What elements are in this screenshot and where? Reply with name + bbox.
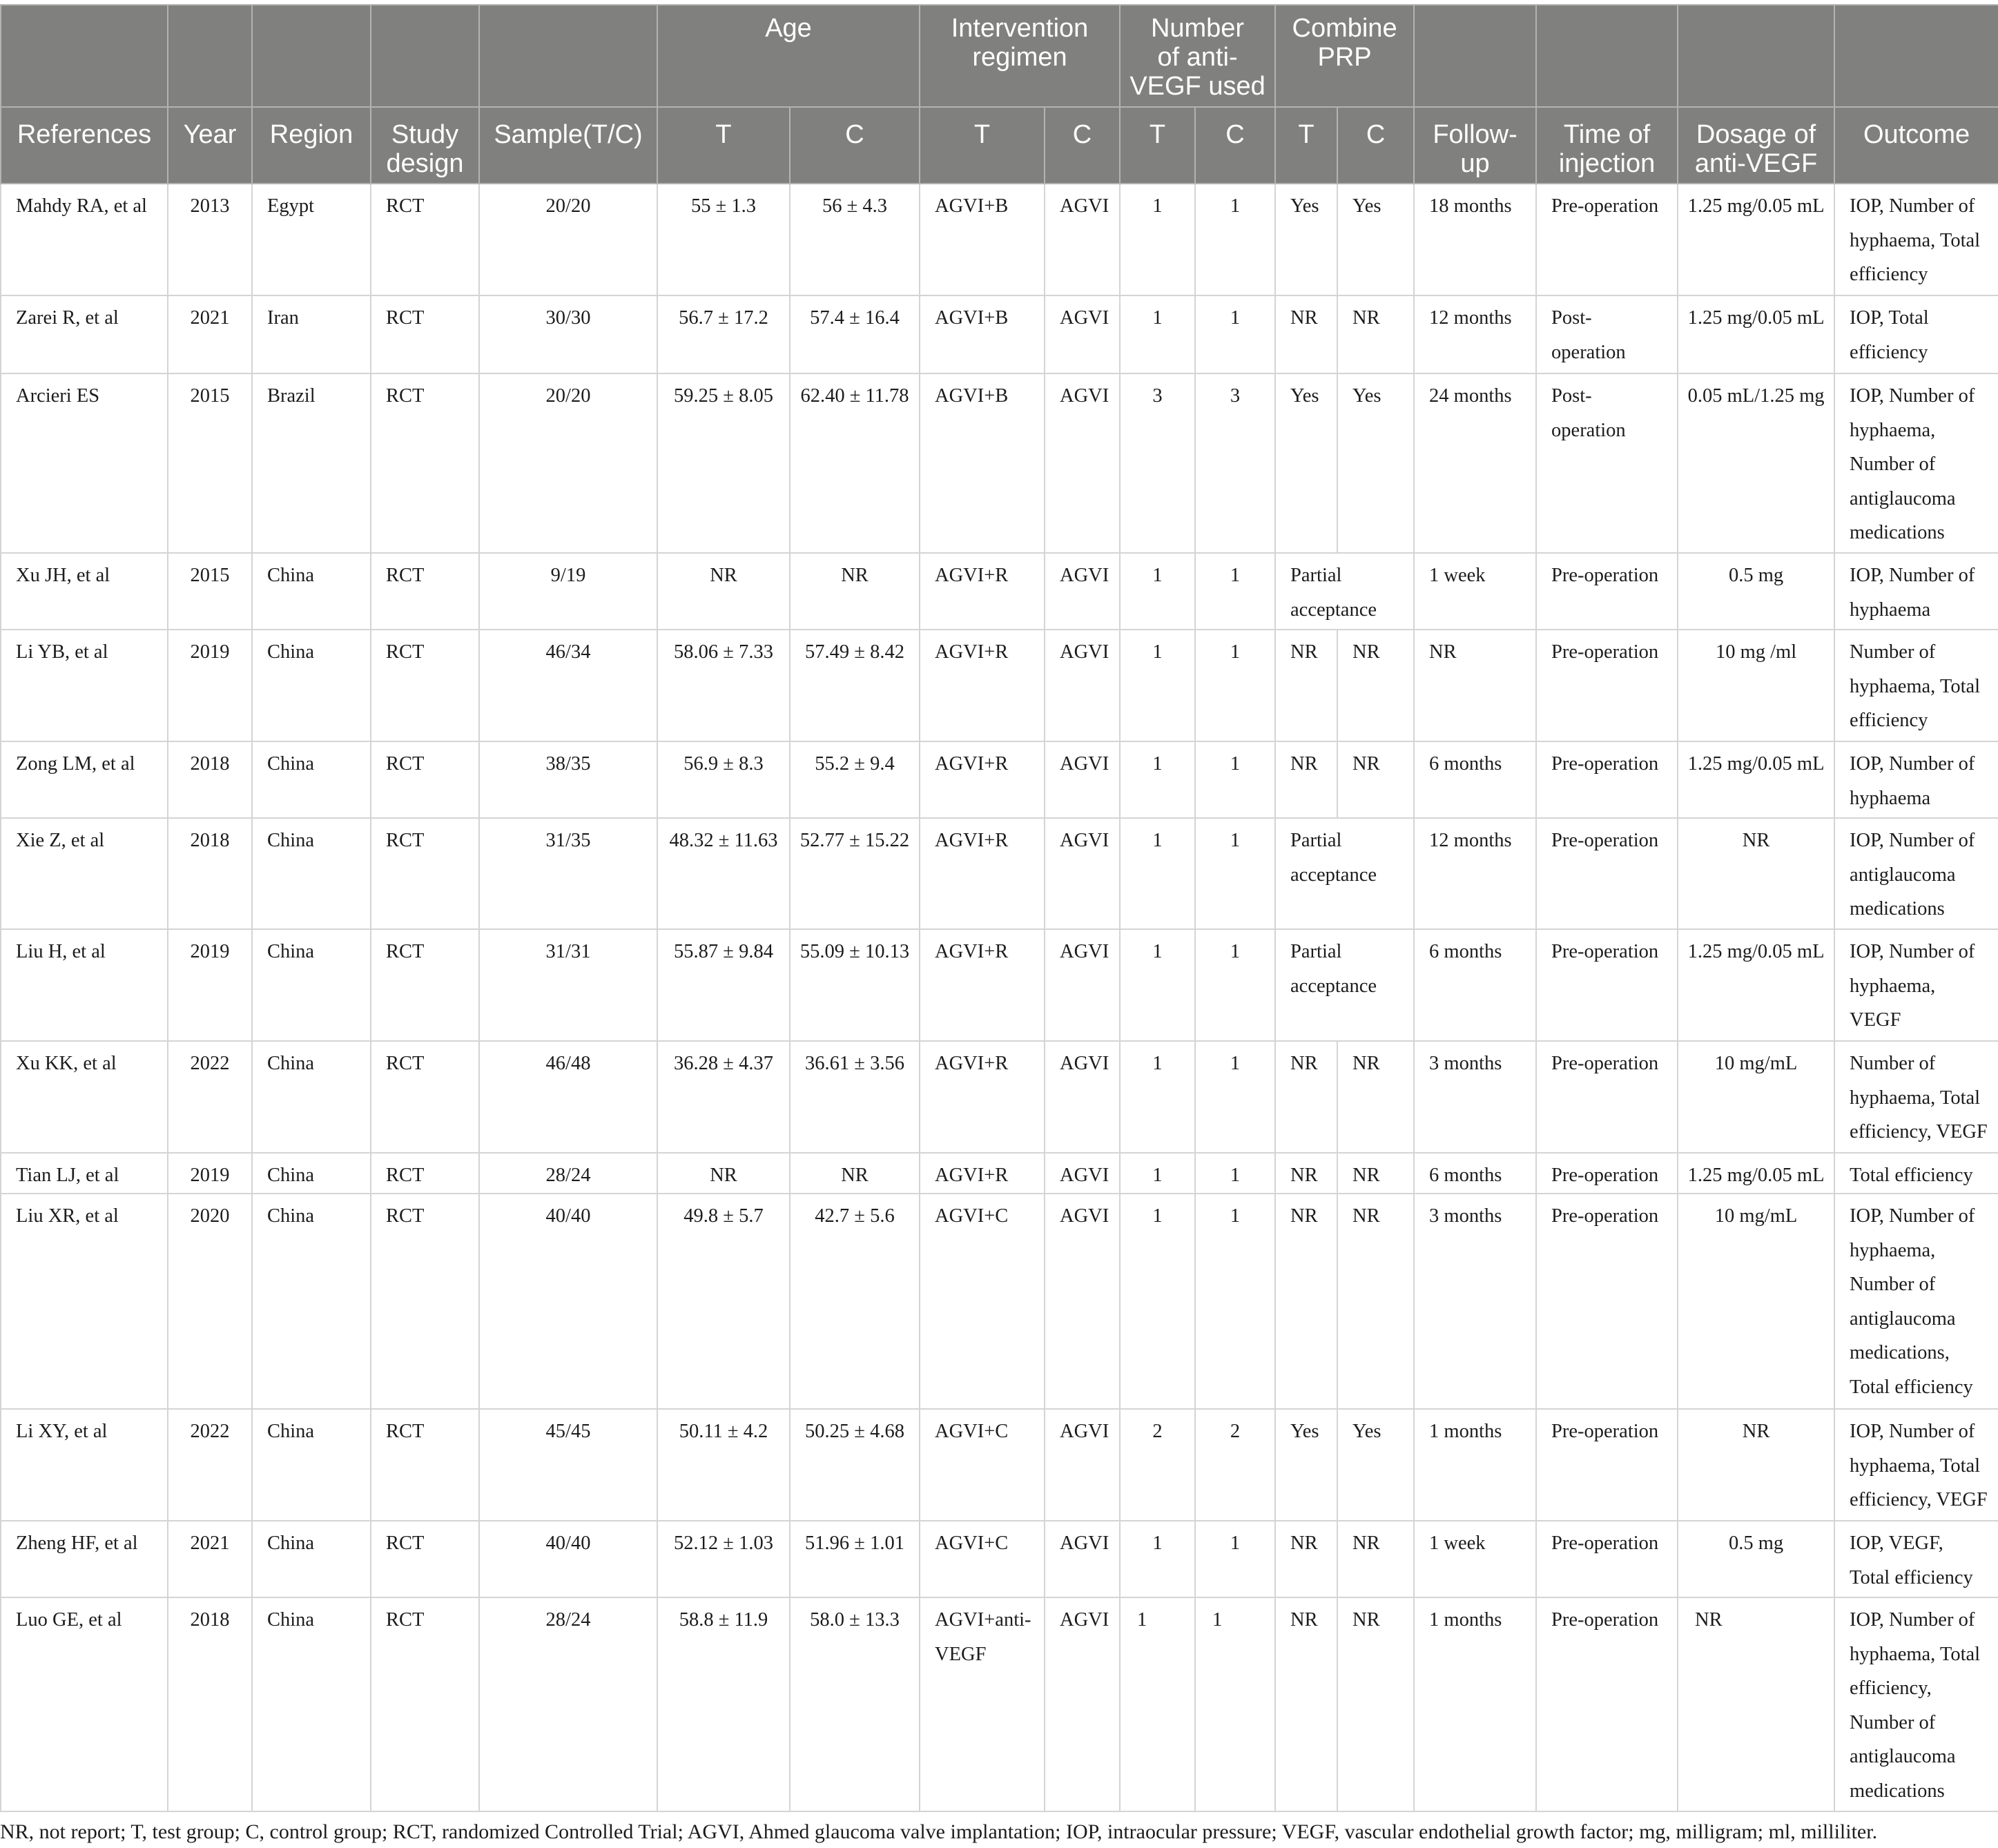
cell-sample: 20/20 (479, 184, 657, 295)
cell-time-of-injection: Pre-operation (1536, 929, 1678, 1041)
table-row (1, 1597, 1998, 1811)
cell-age-t: 52.12 ± 1.03 (657, 1521, 790, 1597)
cell-prp-c: Yes (1337, 1409, 1414, 1521)
header-age-t: T (657, 107, 790, 184)
cell-prp-t: Yes (1275, 1409, 1337, 1521)
cell-age-c: 36.61 ± 3.56 (790, 1041, 920, 1153)
cell-outcome: IOP, Number of hyphaema, Total efficiency (1834, 184, 1998, 295)
cell-study-design: RCT (371, 1597, 479, 1811)
cell-intervention-c: AGVI (1045, 553, 1120, 630)
cell-year: 2019 (168, 929, 252, 1041)
cell-study-design: RCT (371, 295, 479, 373)
table-row (1, 184, 1998, 295)
cell-time-of-injection: Pre-operation (1536, 818, 1678, 929)
cell-sample: 31/35 (479, 818, 657, 929)
cell-outcome: IOP, Number of hyphaema (1834, 741, 1998, 818)
cell-outcome: IOP, Number of hyphaema, Total efficiency, VEGF (1834, 1409, 1998, 1521)
cell-region: China (252, 818, 371, 929)
cell-intervention-c: AGVI (1045, 1153, 1120, 1194)
cell-age-c: 56 ± 4.3 (790, 184, 920, 295)
cell-sample: 45/45 (479, 1409, 657, 1521)
cell-intervention-t: AGVI+B (920, 295, 1045, 373)
cell-age-t: 58.8 ± 11.9 (657, 1597, 790, 1811)
cell-dosage: 1.25 mg/0.05 mL (1678, 929, 1834, 1041)
table-row (1, 373, 1998, 553)
table-header (1, 5, 1998, 184)
cell-anti-vegf-c: 1 (1195, 929, 1275, 1041)
table-body (1, 184, 1998, 1811)
cell-age-c: 57.49 ± 8.42 (790, 630, 920, 741)
cell-intervention-c: AGVI (1045, 741, 1120, 818)
cell-time-of-injection: Pre-operation (1536, 1153, 1678, 1194)
cell-follow-up: 3 months (1414, 1194, 1536, 1409)
cell-study-design: RCT (371, 184, 479, 295)
cell-sample: 9/19 (479, 553, 657, 630)
cell-outcome: IOP, Number of antiglaucoma medications (1834, 818, 1998, 929)
table-row (1, 1153, 1998, 1194)
cell-prp-combined: Partial acceptance (1275, 553, 1414, 630)
table-row (1, 1194, 1998, 1409)
cell-anti-vegf-t: 1 (1120, 1597, 1195, 1811)
cell-anti-vegf-t: 1 (1120, 295, 1195, 373)
cell-time-of-injection: Pre-operation (1536, 553, 1678, 630)
cell-sample: 46/48 (479, 1041, 657, 1153)
cell-prp-t: NR (1275, 1194, 1337, 1409)
cell-intervention-c: AGVI (1045, 1521, 1120, 1597)
cell-year: 2021 (168, 1521, 252, 1597)
cell-intervention-c: AGVI (1045, 295, 1120, 373)
cell-age-c: 58.0 ± 13.3 (790, 1597, 920, 1811)
cell-dosage: 0.5 mg (1678, 553, 1834, 630)
cell-region: China (252, 1521, 371, 1597)
cell-region: China (252, 630, 371, 741)
cell-anti-vegf-c: 1 (1195, 1041, 1275, 1153)
header-spacer-region (252, 5, 371, 107)
cell-anti-vegf-t: 1 (1120, 630, 1195, 741)
cell-dosage: 10 mg /ml (1678, 630, 1834, 741)
cell-dosage: 1.25 mg/0.05 mL (1678, 741, 1834, 818)
header-dosage: Dosage of anti-VEGF (1678, 107, 1834, 184)
cell-reference: Liu XR, et al (1, 1194, 168, 1409)
cell-intervention-t: AGVI+C (920, 1409, 1045, 1521)
cell-prp-combined: Partial acceptance (1275, 818, 1414, 929)
cell-study-design: RCT (371, 373, 479, 553)
cell-anti-vegf-c: 1 (1195, 630, 1275, 741)
header-prp-t: T (1275, 107, 1337, 184)
cell-sample: 31/31 (479, 929, 657, 1041)
header-group-age: Age (657, 5, 920, 107)
header-group-combine-prp: Combine PRP (1275, 5, 1414, 107)
cell-follow-up: 1 week (1414, 553, 1536, 630)
cell-follow-up: 12 months (1414, 295, 1536, 373)
cell-reference: Luo GE, et al (1, 1597, 168, 1811)
cell-dosage: 0.05 mL/1.25 mg (1678, 373, 1834, 553)
cell-age-t: 55 ± 1.3 (657, 184, 790, 295)
cell-reference: Li YB, et al (1, 630, 168, 741)
cell-anti-vegf-c: 3 (1195, 373, 1275, 553)
cell-age-t: 50.11 ± 4.2 (657, 1409, 790, 1521)
cell-intervention-t: AGVI+B (920, 184, 1045, 295)
cell-time-of-injection: Pre-operation (1536, 1521, 1678, 1597)
cell-anti-vegf-c: 2 (1195, 1409, 1275, 1521)
cell-dosage: 10 mg/mL (1678, 1041, 1834, 1153)
cell-study-design: RCT (371, 1041, 479, 1153)
header-group-row (1, 5, 1998, 107)
cell-age-t: 59.25 ± 8.05 (657, 373, 790, 553)
table-row (1, 818, 1998, 929)
cell-region: China (252, 1041, 371, 1153)
cell-prp-c: NR (1337, 1041, 1414, 1153)
cell-outcome: Number of hyphaema, Total efficiency, VEGF (1834, 1041, 1998, 1153)
cell-age-t: 48.32 ± 11.63 (657, 818, 790, 929)
cell-follow-up: 1 week (1414, 1521, 1536, 1597)
cell-anti-vegf-c: 1 (1195, 1521, 1275, 1597)
cell-time-of-injection: Pre-operation (1536, 741, 1678, 818)
cell-anti-vegf-c: 1 (1195, 295, 1275, 373)
cell-study-design: RCT (371, 630, 479, 741)
cell-sample: 40/40 (479, 1521, 657, 1597)
cell-intervention-c: AGVI (1045, 630, 1120, 741)
cell-study-design: RCT (371, 1194, 479, 1409)
cell-region: Brazil (252, 373, 371, 553)
cell-region: Egypt (252, 184, 371, 295)
header-spacer-study-design (371, 5, 479, 107)
cell-sample: 40/40 (479, 1194, 657, 1409)
cell-anti-vegf-c: 1 (1195, 741, 1275, 818)
cell-reference: Mahdy RA, et al (1, 184, 168, 295)
cell-intervention-t: AGVI+C (920, 1521, 1045, 1597)
cell-reference: Zheng HF, et al (1, 1521, 168, 1597)
cell-age-t: 56.7 ± 17.2 (657, 295, 790, 373)
cell-intervention-t: AGVI+R (920, 553, 1045, 630)
cell-prp-t: NR (1275, 1153, 1337, 1194)
cell-age-c: 52.77 ± 15.22 (790, 818, 920, 929)
cell-time-of-injection: Post- operation (1536, 295, 1678, 373)
cell-prp-c: NR (1337, 1153, 1414, 1194)
cell-follow-up: 24 months (1414, 373, 1536, 553)
cell-anti-vegf-c: 1 (1195, 1194, 1275, 1409)
cell-intervention-c: AGVI (1045, 1409, 1120, 1521)
cell-time-of-injection: Post- operation (1536, 373, 1678, 553)
cell-region: China (252, 929, 371, 1041)
header-anti-vegf-t: T (1120, 107, 1195, 184)
cell-follow-up: 1 months (1414, 1409, 1536, 1521)
cell-study-design: RCT (371, 1521, 479, 1597)
cell-region: China (252, 1153, 371, 1194)
cell-reference: Zarei R, et al (1, 295, 168, 373)
cell-region: China (252, 1597, 371, 1811)
cell-prp-t: NR (1275, 741, 1337, 818)
header-intervention-t: T (920, 107, 1045, 184)
header-spacer-outcome (1834, 5, 1998, 107)
cell-region: China (252, 1194, 371, 1409)
cell-intervention-t: AGVI+R (920, 1041, 1045, 1153)
cell-time-of-injection: Pre-operation (1536, 1597, 1678, 1811)
cell-age-c: 55.09 ± 10.13 (790, 929, 920, 1041)
cell-reference: Liu H, et al (1, 929, 168, 1041)
cell-year: 2015 (168, 373, 252, 553)
cell-intervention-c: AGVI (1045, 929, 1120, 1041)
cell-reference: Tian LJ, et al (1, 1153, 168, 1194)
table-row (1, 553, 1998, 630)
header-spacer-dosage (1678, 5, 1834, 107)
cell-intervention-t: AGVI+B (920, 373, 1045, 553)
cell-anti-vegf-c: 1 (1195, 1597, 1275, 1811)
cell-year: 2019 (168, 630, 252, 741)
cell-intervention-c: AGVI (1045, 1041, 1120, 1153)
cell-prp-c: NR (1337, 1194, 1414, 1409)
cell-outcome: Number of hyphaema, Total efficiency (1834, 630, 1998, 741)
cell-prp-t: NR (1275, 1041, 1337, 1153)
cell-age-c: NR (790, 553, 920, 630)
header-group-intervention-regimen: Intervention regimen (920, 5, 1120, 107)
cell-age-c: NR (790, 1153, 920, 1194)
cell-year: 2021 (168, 295, 252, 373)
cell-anti-vegf-t: 1 (1120, 929, 1195, 1041)
cell-prp-c: NR (1337, 1521, 1414, 1597)
cell-region: China (252, 741, 371, 818)
header-references: References (1, 107, 168, 184)
cell-anti-vegf-t: 1 (1120, 1041, 1195, 1153)
cell-follow-up: 6 months (1414, 1153, 1536, 1194)
header-sample: Sample(T/C) (479, 107, 657, 184)
header-follow-up: Follow- up (1414, 107, 1536, 184)
cell-outcome: IOP, Number of hyphaema, Number of antiglaucoma medications, Total efficiency (1834, 1194, 1998, 1409)
cell-sample: 28/24 (479, 1597, 657, 1811)
cell-year: 2020 (168, 1194, 252, 1409)
cell-anti-vegf-c: 1 (1195, 818, 1275, 929)
cell-age-t: 56.9 ± 8.3 (657, 741, 790, 818)
cell-reference: Xu KK, et al (1, 1041, 168, 1153)
cell-age-c: 51.96 ± 1.01 (790, 1521, 920, 1597)
table-row (1, 295, 1998, 373)
cell-intervention-c: AGVI (1045, 373, 1120, 553)
header-region: Region (252, 107, 371, 184)
header-year: Year (168, 107, 252, 184)
cell-year: 2015 (168, 553, 252, 630)
cell-prp-t: NR (1275, 295, 1337, 373)
cell-reference: Li XY, et al (1, 1409, 168, 1521)
cell-time-of-injection: Pre-operation (1536, 184, 1678, 295)
cell-reference: Zong LM, et al (1, 741, 168, 818)
table-row (1, 1409, 1998, 1521)
cell-outcome: IOP, Number of hyphaema, VEGF (1834, 929, 1998, 1041)
cell-study-design: RCT (371, 1153, 479, 1194)
cell-prp-combined: Partial acceptance (1275, 929, 1414, 1041)
cell-age-t: 58.06 ± 7.33 (657, 630, 790, 741)
cell-sample: 28/24 (479, 1153, 657, 1194)
cell-intervention-c: AGVI (1045, 1194, 1120, 1409)
cell-time-of-injection: Pre-operation (1536, 1041, 1678, 1153)
table-row (1, 929, 1998, 1041)
cell-anti-vegf-t: 3 (1120, 373, 1195, 553)
cell-outcome: IOP, Number of hyphaema, Total efficiency, Number of antiglaucoma medications (1834, 1597, 1998, 1811)
cell-anti-vegf-t: 2 (1120, 1409, 1195, 1521)
cell-study-design: RCT (371, 741, 479, 818)
cell-prp-c: NR (1337, 1597, 1414, 1811)
cell-time-of-injection: Pre-operation (1536, 1194, 1678, 1409)
header-spacer-year (168, 5, 252, 107)
cell-prp-c: NR (1337, 741, 1414, 818)
cell-intervention-t: AGVI+C (920, 1194, 1045, 1409)
cell-anti-vegf-c: 1 (1195, 553, 1275, 630)
cell-age-t: 36.28 ± 4.37 (657, 1041, 790, 1153)
cell-intervention-t: AGVI+R (920, 741, 1045, 818)
cell-prp-t: NR (1275, 1521, 1337, 1597)
cell-anti-vegf-c: 1 (1195, 1153, 1275, 1194)
cell-age-t: NR (657, 1153, 790, 1194)
cell-dosage: 0.5 mg (1678, 1521, 1834, 1597)
cell-prp-c: NR (1337, 295, 1414, 373)
cell-follow-up: 18 months (1414, 184, 1536, 295)
cell-follow-up: 3 months (1414, 1041, 1536, 1153)
table-row (1, 630, 1998, 741)
cell-intervention-c: AGVI (1045, 1597, 1120, 1811)
cell-dosage: NR (1678, 1409, 1834, 1521)
cell-anti-vegf-t: 1 (1120, 1153, 1195, 1194)
cell-year: 2018 (168, 1597, 252, 1811)
table-row (1, 1521, 1998, 1597)
cell-anti-vegf-t: 1 (1120, 741, 1195, 818)
header-age-c: C (790, 107, 920, 184)
cell-intervention-c: AGVI (1045, 818, 1120, 929)
table-row (1, 741, 1998, 818)
cell-anti-vegf-t: 1 (1120, 184, 1195, 295)
cell-intervention-t: AGVI+R (920, 818, 1045, 929)
cell-age-c: 57.4 ± 16.4 (790, 295, 920, 373)
table-row (1, 1041, 1998, 1153)
cell-anti-vegf-t: 1 (1120, 1194, 1195, 1409)
cell-follow-up: 6 months (1414, 741, 1536, 818)
cell-outcome: IOP, Total efficiency (1834, 295, 1998, 373)
cell-follow-up: NR (1414, 630, 1536, 741)
header-intervention-c: C (1045, 107, 1120, 184)
cell-year: 2018 (168, 818, 252, 929)
cell-dosage: NR (1678, 818, 1834, 929)
cell-prp-c: Yes (1337, 184, 1414, 295)
cell-year: 2022 (168, 1041, 252, 1153)
cell-dosage: 10 mg/mL (1678, 1194, 1834, 1409)
cell-sample: 30/30 (479, 295, 657, 373)
cell-anti-vegf-t: 1 (1120, 553, 1195, 630)
cell-reference: Xu JH, et al (1, 553, 168, 630)
cell-study-design: RCT (371, 553, 479, 630)
cell-outcome: IOP, Number of hyphaema, Number of antiglaucoma medications (1834, 373, 1998, 553)
header-time-of-injection: Time of injection (1536, 107, 1678, 184)
cell-region: Iran (252, 295, 371, 373)
cell-time-of-injection: Pre-operation (1536, 1409, 1678, 1521)
cell-prp-t: NR (1275, 1597, 1337, 1811)
cell-outcome: Total efficiency (1834, 1153, 1998, 1194)
cell-sample: 46/34 (479, 630, 657, 741)
cell-outcome: IOP, VEGF, Total efficiency (1834, 1521, 1998, 1597)
cell-region: China (252, 1409, 371, 1521)
cell-sample: 38/35 (479, 741, 657, 818)
header-outcome: Outcome (1834, 107, 1998, 184)
cell-prp-t: NR (1275, 630, 1337, 741)
cell-region: China (252, 553, 371, 630)
cell-intervention-t: AGVI+R (920, 929, 1045, 1041)
cell-prp-c: Yes (1337, 373, 1414, 553)
cell-intervention-c: AGVI (1045, 184, 1120, 295)
cell-outcome: IOP, Number of hyphaema (1834, 553, 1998, 630)
cell-reference: Xie Z, et al (1, 818, 168, 929)
cell-prp-t: Yes (1275, 373, 1337, 553)
cell-dosage: 1.25 mg/0.05 mL (1678, 1153, 1834, 1194)
cell-year: 2013 (168, 184, 252, 295)
cell-study-design: RCT (371, 929, 479, 1041)
cell-intervention-t: AGVI+R (920, 630, 1045, 741)
header-study-design: Study design (371, 107, 479, 184)
cell-age-c: 62.40 ± 11.78 (790, 373, 920, 553)
cell-study-design: RCT (371, 818, 479, 929)
study-characteristics-table (0, 4, 1998, 1812)
cell-year: 2022 (168, 1409, 252, 1521)
header-anti-vegf-c: C (1195, 107, 1275, 184)
cell-dosage: 1.25 mg/0.05 mL (1678, 295, 1834, 373)
cell-year: 2018 (168, 741, 252, 818)
cell-study-design: RCT (371, 1409, 479, 1521)
cell-age-c: 42.7 ± 5.6 (790, 1194, 920, 1409)
cell-sample: 20/20 (479, 373, 657, 553)
cell-age-c: 50.25 ± 4.68 (790, 1409, 920, 1521)
cell-anti-vegf-c: 1 (1195, 184, 1275, 295)
cell-follow-up: 1 months (1414, 1597, 1536, 1811)
cell-prp-c: NR (1337, 630, 1414, 741)
header-spacer-sample (479, 5, 657, 107)
cell-prp-t: Yes (1275, 184, 1337, 295)
cell-anti-vegf-t: 1 (1120, 1521, 1195, 1597)
cell-time-of-injection: Pre-operation (1536, 630, 1678, 741)
header-prp-c: C (1337, 107, 1414, 184)
cell-intervention-t: AGVI+R (920, 1153, 1045, 1194)
table-footnote: NR, not report; T, test group; C, control group; RCT, randomized Controlled Trial; AGVI, Ahmed glaucoma valve implantation; IOP, intraocular pressure; VEGF, vascular endothelial growth factor; mg, milligram; ml, milliliter. (0, 1820, 1878, 1843)
header-spacer-time-of-injection (1536, 5, 1678, 107)
header-column-row (1, 107, 1998, 184)
cell-age-t: 49.8 ± 5.7 (657, 1194, 790, 1409)
cell-follow-up: 12 months (1414, 818, 1536, 929)
cell-dosage: 1.25 mg/0.05 mL (1678, 184, 1834, 295)
cell-age-t: NR (657, 553, 790, 630)
cell-reference: Arcieri ES (1, 373, 168, 553)
header-group-number-anti-vegf: Number of anti- VEGF used (1120, 5, 1275, 107)
cell-age-c: 55.2 ± 9.4 (790, 741, 920, 818)
header-spacer-references (1, 5, 168, 107)
cell-year: 2019 (168, 1153, 252, 1194)
cell-dosage: NR (1678, 1597, 1834, 1811)
cell-follow-up: 6 months (1414, 929, 1536, 1041)
cell-anti-vegf-t: 1 (1120, 818, 1195, 929)
cell-age-t: 55.87 ± 9.84 (657, 929, 790, 1041)
cell-intervention-t: AGVI+anti- VEGF (920, 1597, 1045, 1811)
header-spacer-follow-up (1414, 5, 1536, 107)
